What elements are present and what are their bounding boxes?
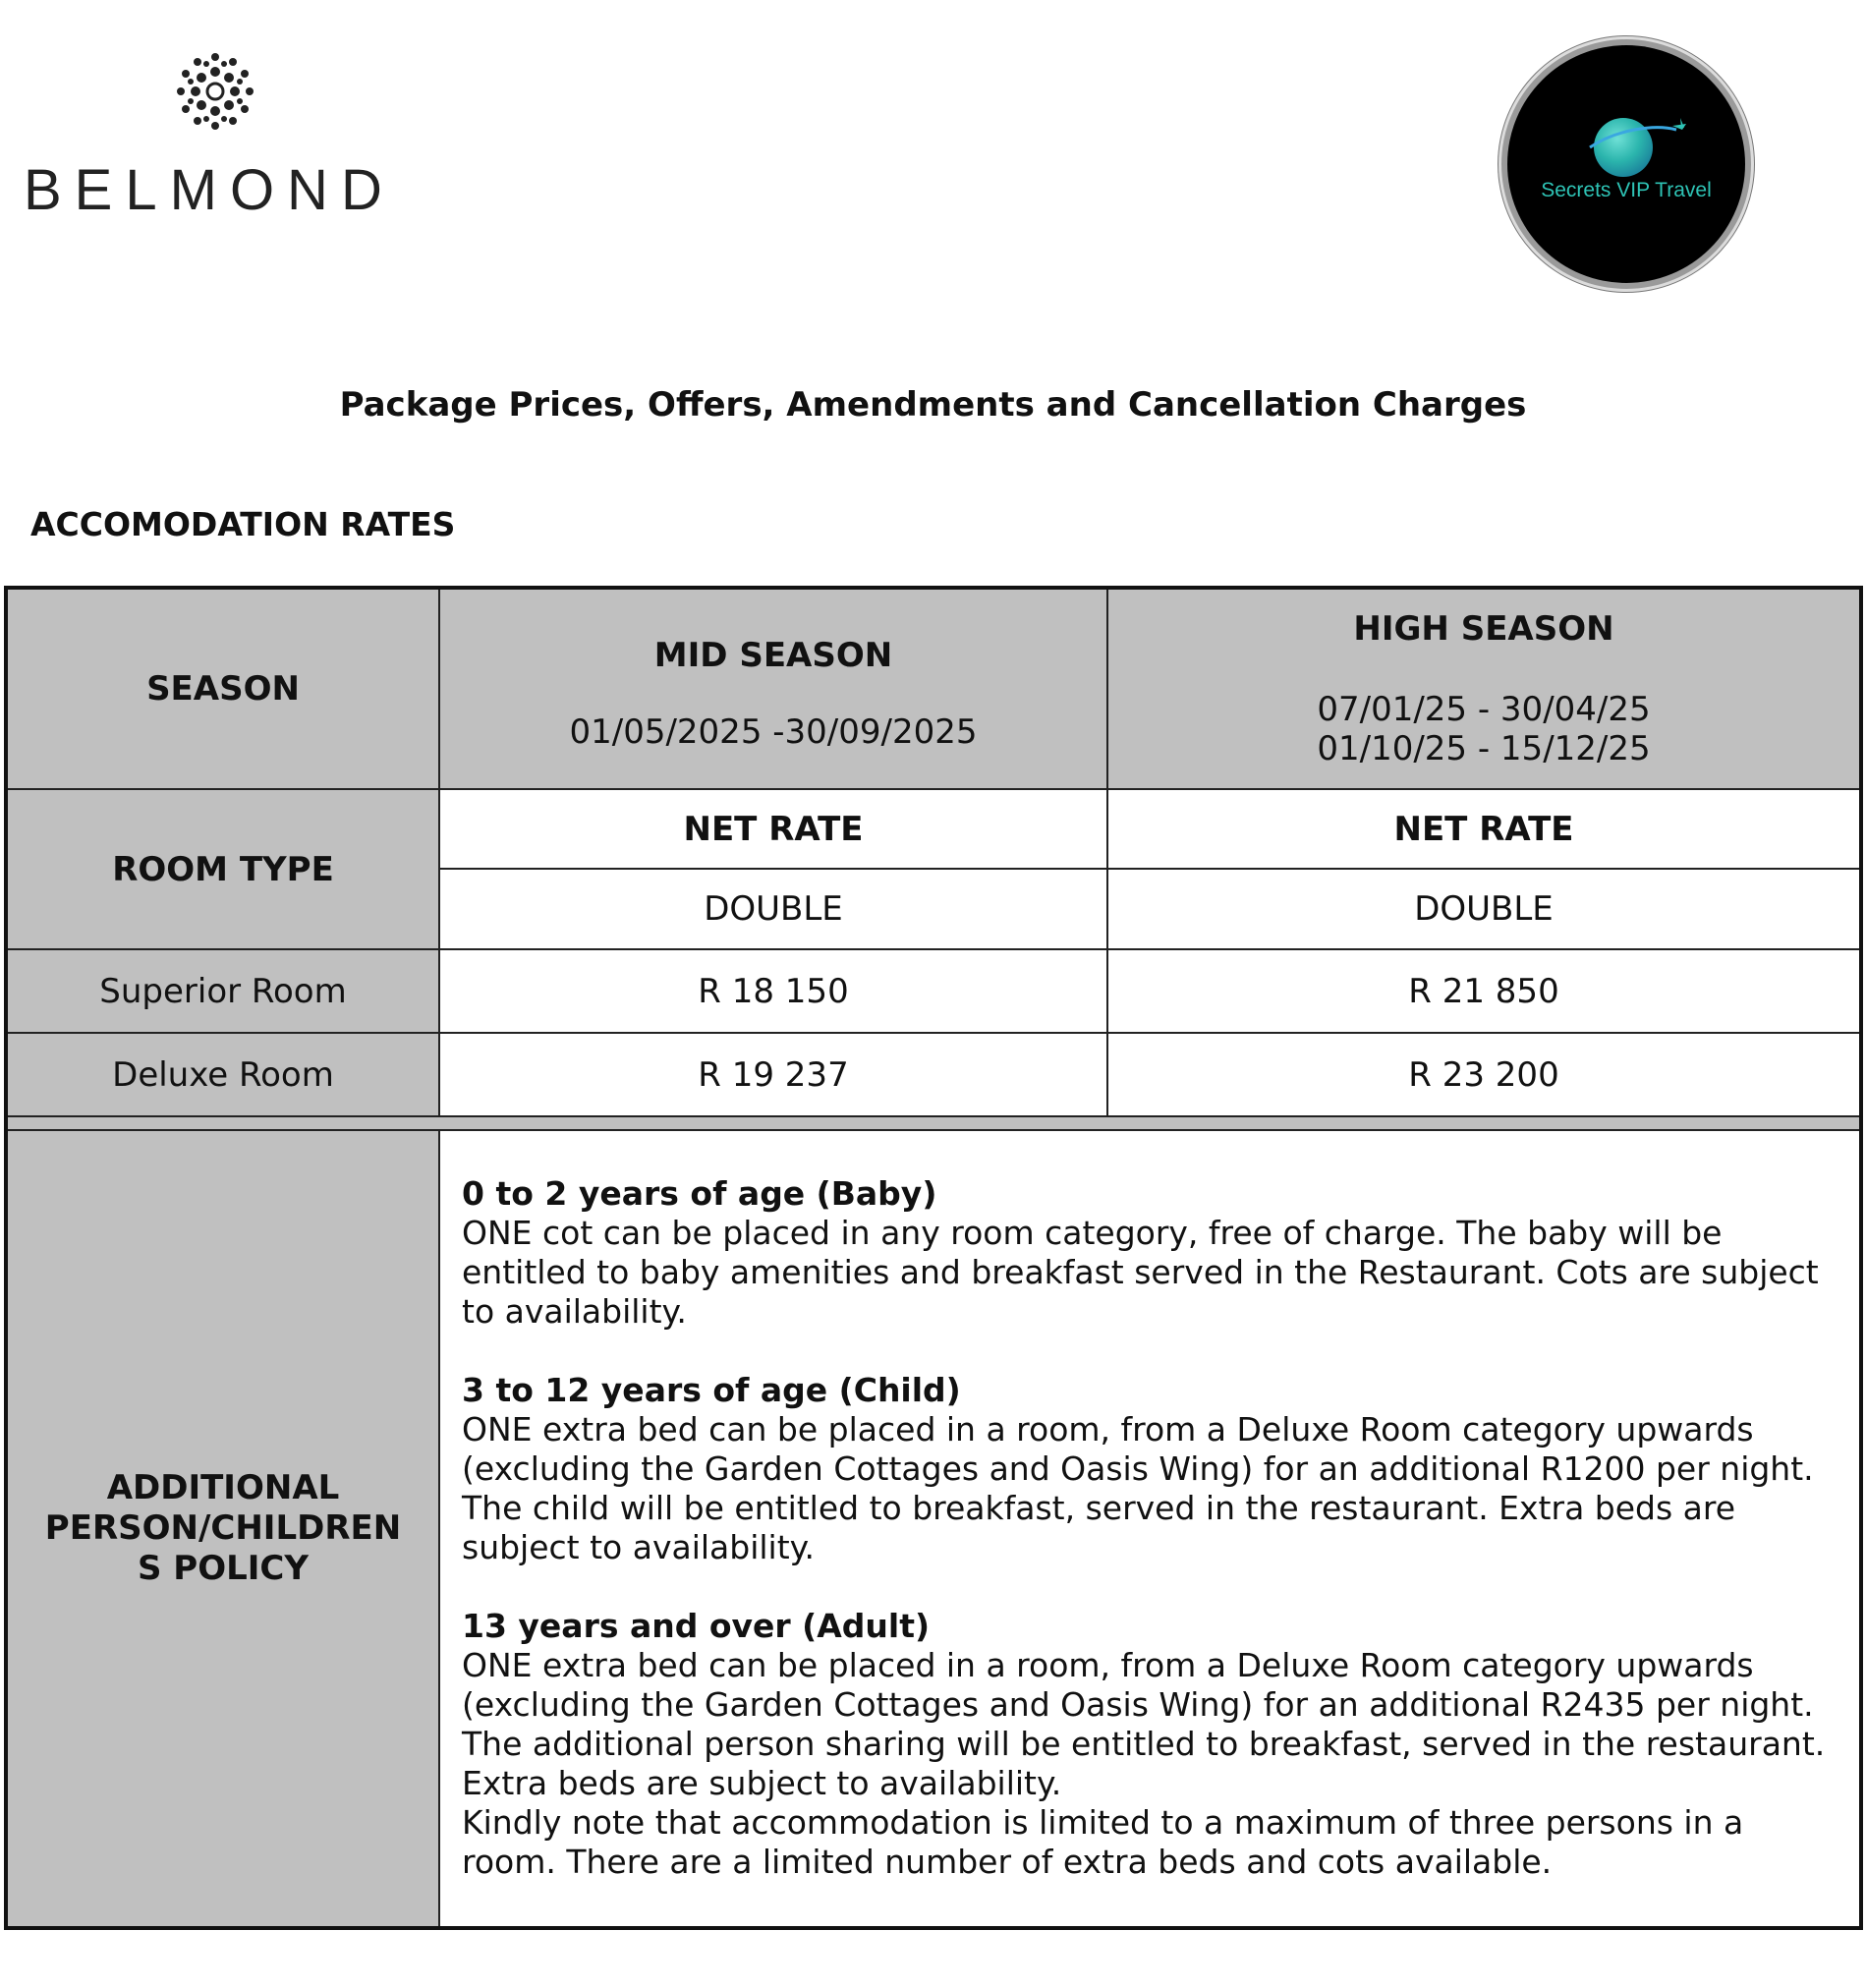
mid-season-dates: 01/05/2025 -30/09/2025 bbox=[569, 712, 978, 752]
room-type-label: ROOM TYPE bbox=[6, 789, 439, 949]
mid-net-rate-label: NET RATE bbox=[439, 789, 1107, 869]
belmond-rosette-icon bbox=[175, 51, 255, 132]
document-title: Package Prices, Offers, Amendments and Cancellation Charges bbox=[339, 385, 1527, 425]
room-name: Superior Room bbox=[6, 949, 439, 1033]
table-divider-cell bbox=[6, 1116, 1861, 1130]
policy-label bbox=[6, 1130, 439, 1928]
policy-row bbox=[6, 1130, 1861, 1928]
high-season-dates-1: 07/01/25 - 30/04/25 bbox=[1317, 690, 1651, 729]
high-season-dates-2: 01/10/25 - 15/12/25 bbox=[1317, 729, 1651, 768]
mid-season-header bbox=[439, 588, 1107, 789]
policy-title: 3 to 12 years of age (Child) bbox=[462, 1371, 961, 1409]
season-header-row bbox=[6, 588, 1861, 789]
policy-details bbox=[439, 1130, 1861, 1928]
high-season-rate: R 21 850 bbox=[1107, 949, 1861, 1033]
secrets-vip-travel-logo bbox=[1507, 45, 1745, 283]
table-row bbox=[6, 949, 1861, 1033]
mid-season-name: MID SEASON bbox=[653, 636, 893, 675]
policy-body: ONE extra bed can be placed in a room, from a Deluxe Room category upwards (excluding the Garden Cottages and Oasis Wing) for an additional R2435 per night. The additional person sharing will be entitled to breakfast, served in the restaurant. Extra beds are subject to availability. bbox=[462, 1646, 1826, 1802]
policy-body: ONE cot can be placed in any room category, free of charge. The baby will be entitled to baby amenities and breakfast served in the Restaurant. Cots are subject to availability. bbox=[462, 1214, 1819, 1331]
policy-title: 13 years and over (Adult) bbox=[462, 1607, 931, 1645]
policy-label-line: PERSON/CHILDREN bbox=[44, 1508, 402, 1548]
secrets-vip-travel-text: Secrets VIP Travel bbox=[1541, 179, 1712, 201]
season-label: SEASON bbox=[6, 588, 439, 789]
policy-child bbox=[462, 1371, 1838, 1567]
globe-plane-icon bbox=[1507, 45, 1745, 283]
policy-adult bbox=[462, 1607, 1838, 1882]
table-divider bbox=[6, 1116, 1861, 1130]
table-row bbox=[6, 1033, 1861, 1116]
room-name: Deluxe Room bbox=[6, 1033, 439, 1116]
high-occupancy-label: DOUBLE bbox=[1107, 869, 1861, 949]
mid-season-rate: R 18 150 bbox=[439, 949, 1107, 1033]
policy-label-line: S POLICY bbox=[137, 1549, 310, 1588]
net-rate-row bbox=[6, 789, 1861, 869]
accommodation-rates-table bbox=[4, 586, 1863, 1930]
belmond-brand-text: BELMOND bbox=[24, 158, 395, 222]
policy-body: ONE extra bed can be placed in a room, from a Deluxe Room category upwards (excluding the Garden Cottages and Oasis Wing) for an additional R1200 per night. The child will be entitled to breakfast, served in the restaurant. Extra beds are subject to availability. bbox=[462, 1410, 1814, 1566]
mid-season-rate: R 19 237 bbox=[439, 1033, 1107, 1116]
mid-occupancy-label: DOUBLE bbox=[439, 869, 1107, 949]
policy-label-line: ADDITIONAL bbox=[106, 1468, 340, 1507]
policy-title: 0 to 2 years of age (Baby) bbox=[462, 1174, 937, 1213]
belmond-logo bbox=[24, 51, 407, 222]
policy-baby bbox=[462, 1174, 1838, 1332]
high-season-header bbox=[1107, 588, 1861, 789]
high-net-rate-label: NET RATE bbox=[1107, 789, 1861, 869]
high-season-rate: R 23 200 bbox=[1107, 1033, 1861, 1116]
high-season-name: HIGH SEASON bbox=[1353, 609, 1614, 649]
policy-note: Kindly note that accommodation is limited to a maximum of three persons in a room. There are a limited number of extra beds and cots available. bbox=[462, 1803, 1744, 1881]
section-heading: ACCOMODATION RATES bbox=[30, 505, 456, 543]
